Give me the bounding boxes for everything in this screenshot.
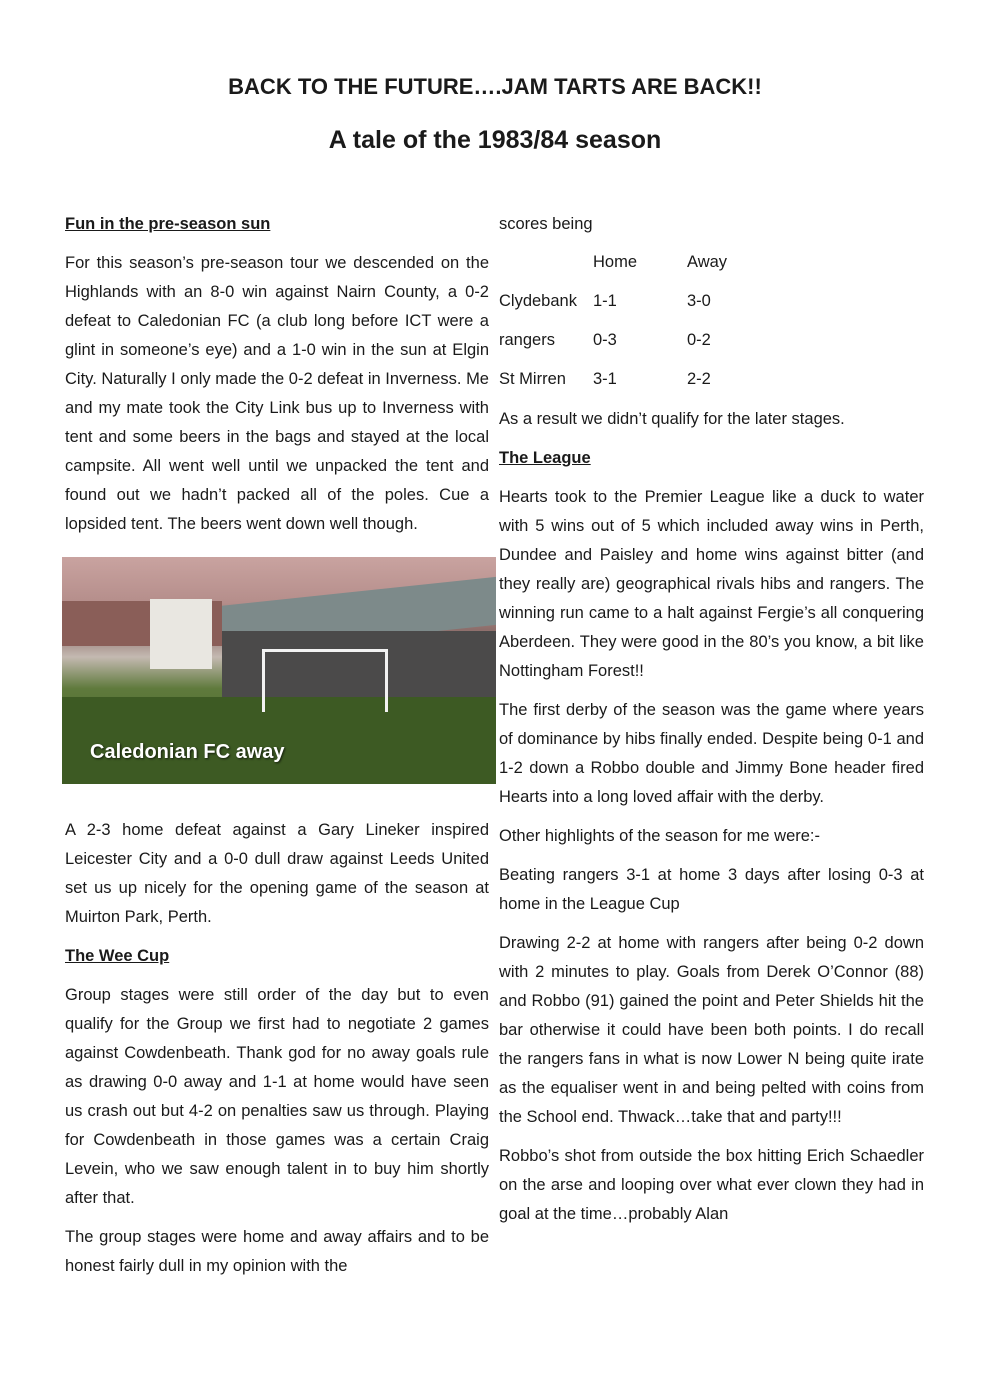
home-score: 3-1	[593, 370, 617, 388]
paragraph-wee-cup: Group stages were still order of the day but to even qualify for the Group we first had to negotiate 2 games against Cowdenbeath. Thank god for no away goals rule as drawing 0-0 away and 1-1 at home would have seen us crash out but 4-2 on penalties saw us through. Playing for Cowdenbeath in those games was a certain Craig Levein, who we saw enough talent in to buy him shortly after that.	[65, 986, 489, 1207]
team-name: rangers	[499, 331, 555, 349]
header-home: Home	[593, 253, 638, 271]
paragraph-derby: The first derby of the season was the game where years of dominance by hibs finally ended. Despite being 0-1 and 1-2 down a Robbo double and Jimmy Bone header fired Hearts into a long loved affair with the derby.	[499, 701, 924, 806]
away-score: 0-2	[687, 331, 711, 349]
table-row	[499, 360, 787, 399]
paragraph-league: Hearts took to the Premier League like a duck to water with 5 wins out of 5 which included away wins in Perth, Dundee and Paisley and home wins against bitter (and they really are) geographical rivals hibs and rangers. The winning run came to a halt against Fergie’s all conquering Aberdeen. They were good in the 80’s you know, a bit like Nottingham Forest!!	[499, 488, 924, 680]
paragraph-result: As a result we didn’t qualify for the later stages.	[499, 410, 845, 428]
page-title: BACK TO THE FUTURE….JAM TARTS ARE BACK!!	[228, 74, 762, 99]
paragraph-friendlies: A 2-3 home defeat against a Gary Lineker inspired Leicester City and a 0-0 dull draw against Leeds United set us up nicely for the opening game of the season at Muirton Park, Perth.	[65, 821, 489, 926]
photo-goalposts	[262, 649, 388, 712]
paragraph-drawing-rangers: Drawing 2-2 at home with rangers after being 0-2 down with 2 minutes to play. Goals from Derek O’Connor (88) and Robbo (91) gained the point and Peter Shields hit the bar otherwise it could have been both points. I do recall the rangers fans in what is now Lower N being quite irate as the equaliser went in and being pelted with coins from the School end. Thwack…take that and party!!!	[499, 934, 924, 1126]
paragraph-preseason: For this season’s pre-season tour we descended on the Highlands with an 8-0 win against Nairn County, a 0-2 defeat to Caledonian FC (a club long before ICT were a glint in someone’s eye) and a 1-0 win in the sun at Elgin City. Naturally I only made the 0-2 defeat in Inverness. Me and my mate took the City Link bus up to Inverness with tent and some beers in the bags and stayed at the local campsite. All went well until we unpacked the tent and found out we hadn’t packed all of the poles. Cue a lopsided tent. The beers went down well though.	[65, 254, 489, 533]
team-name: St Mirren	[499, 370, 566, 388]
paragraph-beating-rangers: Beating rangers 3-1 at home 3 days after losing 0-3 at home in the League Cup	[499, 866, 924, 913]
photo-clubhouse	[150, 599, 212, 669]
table-row	[499, 321, 787, 360]
left-column	[65, 210, 489, 1291]
table-row	[499, 282, 787, 321]
scores-header-row	[499, 243, 787, 282]
scores-table	[499, 243, 787, 399]
paragraph-robbo-shot: Robbo’s shot from outside the box hitting Erich Schaedler on the arse and looping over what ever clown they had in goal at the time…probably Alan	[499, 1147, 924, 1223]
away-score: 2-2	[687, 370, 711, 388]
scores-intro: scores being	[499, 215, 593, 233]
paragraph-group-stages: The group stages were home and away affairs and to be honest fairly dull in my opinion with the	[65, 1228, 489, 1275]
home-score: 1-1	[593, 292, 617, 310]
home-score: 0-3	[593, 331, 617, 349]
photo-caption: Caledonian FC away	[90, 741, 285, 763]
page-subtitle: A tale of the 1983/84 season	[328, 126, 662, 154]
header-away: Away	[687, 253, 728, 271]
heading-league: The League	[499, 449, 591, 467]
away-score: 3-0	[687, 292, 711, 310]
right-column	[499, 210, 924, 1239]
heading-preseason: Fun in the pre-season sun	[65, 215, 271, 233]
caledonian-photo	[62, 557, 496, 784]
paragraph-highlights: Other highlights of the season for me were:-	[499, 827, 820, 845]
team-name: Clydebank	[499, 292, 577, 310]
heading-wee-cup: The Wee Cup	[65, 947, 170, 965]
